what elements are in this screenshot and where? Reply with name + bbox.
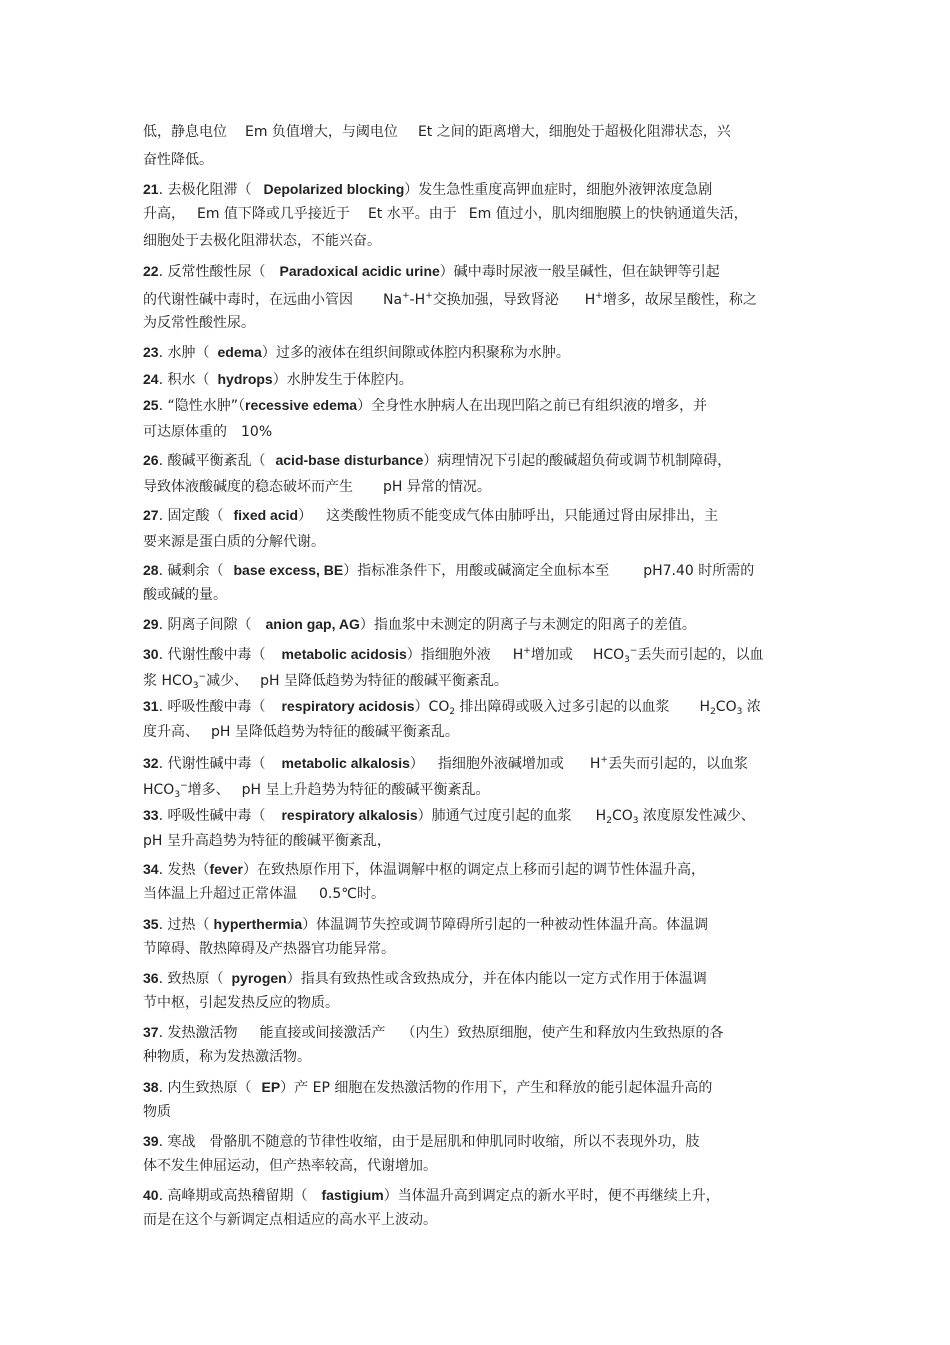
entry-number: 28 (143, 562, 159, 578)
glossary-entry: 29. 阴离子间隙（ anion gap, AG）指血浆中未测定的阴离子与未测定的阳离子的差值。 (143, 616, 696, 633)
definition-text: 排出障碍或吸入过多引起的以血浆 (455, 699, 670, 715)
entry-number: 36 (143, 970, 159, 986)
subscript: 3 (632, 816, 639, 826)
text-line (143, 940, 395, 958)
definition-text: CO (611, 808, 633, 824)
line-text: 10% (241, 424, 273, 440)
superscript: + (595, 291, 603, 301)
text-line (143, 1211, 437, 1229)
superscript: + (523, 646, 531, 656)
text-line (143, 287, 757, 309)
term-cn: 去极化阻滞（ (167, 182, 252, 198)
line-text: 的代谢性碱中毒时，在远曲小管因 (143, 292, 353, 308)
definition-text: ）指标准条件下，用酸或碱滴定全血标本至 (343, 563, 610, 579)
term-en: anion gap, AG (265, 616, 360, 632)
entry-number: 25 (143, 397, 159, 413)
superscript: + (402, 291, 410, 301)
glossary-entry: 22. 反常性酸性尿（ Paradoxical acidic urine）碱中毒时尿液一般呈碱性，但在缺钾等引起 (143, 263, 720, 280)
entry-number: 38 (143, 1079, 159, 1095)
term-cn: 致热原（ (167, 971, 224, 987)
line-text: 升高， (143, 206, 185, 222)
entry-number: 22 (143, 263, 159, 279)
definition-text: 能直接或间接激活产 (259, 1025, 386, 1041)
term-cn: 酸碱平衡紊乱（ (167, 453, 266, 469)
entry-number: 33 (143, 807, 159, 823)
term-cn: “隐性水肿”（ (167, 398, 245, 414)
entry-number: 24 (143, 371, 159, 387)
entry-number: 37 (143, 1024, 159, 1040)
entry-number: 29 (143, 616, 159, 632)
term-en: Paradoxical acidic urine (279, 263, 440, 279)
text-line (143, 314, 255, 332)
entry-number: 35 (143, 916, 159, 932)
text-line (143, 777, 489, 804)
glossary-entry: 25. “隐性水肿”（recessive edema）全身性水肿病人在出现凹陷之前已有组织液的增多，并 (143, 397, 708, 414)
definition-text: ）指细胞外液 (406, 647, 491, 663)
definition-text: 增加或 (530, 647, 573, 663)
line-text: 增多、 (187, 782, 230, 798)
definition-text: H (512, 647, 524, 663)
term-en: fastigium (321, 1187, 384, 1203)
definition-text: HCO (592, 647, 625, 663)
line-text: 奋性降低。 (143, 152, 213, 168)
text-line (143, 123, 731, 141)
subscript: 2 (606, 816, 612, 826)
line-text: Em 负值增大，与阈电位 (245, 124, 398, 140)
term-cn: 代谢性碱中毒（ (167, 756, 266, 772)
line-text: 种物质，称为发热激活物。 (143, 1049, 311, 1065)
text-line (143, 1157, 437, 1175)
definition-text: 丢失而引起的，以血 (637, 647, 764, 663)
term-cn: 积水（ (167, 372, 210, 388)
term-en: fever (209, 861, 243, 877)
definition-text: ） (298, 508, 313, 524)
entry-number: 26 (143, 452, 159, 468)
glossary-entry: 31. 呼吸性酸中毒（ respiratory $acidosis)CO_2$ 排出障碍或吸入过多引起的以血浆 $H_2CO_3$ 浓 (143, 698, 761, 717)
definition-text: pH7.40 时所需的 (643, 563, 755, 579)
term-cn: 发热（ (167, 862, 210, 878)
entry-number: 27 (143, 507, 159, 523)
term-en: hyperthermia (213, 916, 303, 932)
line-text: 度升高、 (143, 724, 199, 740)
line-text: 要来源是蛋白质的分解代谢。 (143, 534, 325, 550)
entry-number: 23 (143, 344, 159, 360)
text-line (143, 205, 748, 223)
term-en: fixed acid (233, 507, 299, 523)
glossary-entry: 40. 高峰期或高热稽留期（ fastigium）当体温升高到调定点的新水平时，便不再继续上升， (143, 1187, 720, 1204)
definition-text: H (699, 699, 711, 715)
term-en: Depolarized blocking (263, 181, 405, 197)
line-text: 细胞处于去极化阻滞状态，不能兴奋。 (143, 233, 381, 249)
line-text: pH 呈降低趋势为特征的酸碱平衡紊乱。 (211, 724, 459, 740)
term-cn: 寒战 (167, 1134, 196, 1150)
line-text: Em 值下降或几乎接近于 (197, 206, 350, 222)
line-text: 酸或碱的量。 (143, 587, 227, 603)
line-text: 可达原体重的 (143, 424, 227, 440)
line-text: pH 呈降低趋势为特征的酸碱平衡紊乱。 (260, 673, 508, 689)
definition-text: ）碱中毒时尿液一般呈碱性，但在缺钾等引起 (439, 264, 720, 280)
term-en: metabolic acidosis (281, 646, 407, 662)
line-text: 交换加强，导致肾泌 (432, 292, 559, 308)
text-line (143, 723, 459, 741)
line-text: 浆 HCO (143, 673, 193, 689)
definition-text: ）过多的液体在组织间隙或体腔内积聚称为水肿。 (261, 345, 570, 361)
term-en: respiratory acidosis (281, 698, 415, 714)
superscript: + (425, 291, 433, 301)
text-line (143, 586, 227, 604)
line-text: 物质 (143, 1104, 171, 1120)
term-cn: 内生致热原（ (167, 1080, 252, 1096)
glossary-entry: 23. 水肿（ edema）过多的液体在组织间隙或体腔内积聚称为水肿。 (143, 344, 570, 361)
glossary-entry: 37. 发热激活物 能直接或间接激活产 （内生）致热原细胞，使产生和释放内生致热原的各 (143, 1024, 724, 1041)
glossary-entry: 34. 发热（fever）在致热原作用下，体温调解中枢的调定点上移而引起的调节性体温升高， (143, 861, 705, 878)
term-en: recessive edema (245, 397, 358, 413)
line-text: pH 呈升高趋势为特征的酸碱平衡紊乱， (143, 833, 391, 849)
term-en: hydrops (217, 371, 273, 387)
definition-text: （内生）致热原细胞，使产生和释放内生致热原的各 (401, 1025, 724, 1041)
definition-text: ）CO (414, 699, 450, 715)
glossary-entry: 32. 代谢性碱中毒（ metabolic alkalosis） 指细胞外液碱增加或 H+丢失而引起的，以血浆 (143, 755, 748, 772)
term-cn: 碱剩余（ (167, 563, 224, 579)
superscript: − (198, 672, 207, 682)
definition-text: ）指血浆中未测定的阴离子与未测定的阳离子的差值。 (359, 617, 696, 633)
line-text: 增多，故尿呈酸性，称之 (602, 292, 757, 308)
definition-text: 指细胞外液碱增加或 (437, 756, 564, 772)
line-text: 而是在这个与新调定点相适应的高水平上波动。 (143, 1212, 437, 1228)
line-text: -H (409, 292, 426, 308)
term-en: EP (261, 1079, 281, 1095)
definition-text: ）指具有致热性或含致热成分，并在体内能以一定方式作用于体温调 (286, 971, 707, 987)
glossary-entry: 36. 致热原（ pyrogen）指具有致热性或含致热成分，并在体内能以一定方式作用于体温调 (143, 970, 707, 987)
definition-text: CO (715, 699, 737, 715)
superscript: − (180, 781, 188, 791)
definition-text: ）体温调节失控或调节障碍所引起的一种被动性体温升高。体温调 (302, 917, 709, 933)
glossary-entry: 38. 内生致热原（ EP）产 EP 细胞在发热激活物的作用下，产生和释放的能引起体温升高的 (143, 1079, 713, 1096)
text-line (143, 1048, 311, 1066)
glossary-entry: 30. 代谢性酸中毒（ metabolic acidosis）指细胞外液 H+增加或 $HCO_3^-$丢失而引起的，以血 (143, 646, 764, 665)
line-text: 为反常性酸性尿。 (143, 315, 255, 331)
term-cn: 固定酸（ (167, 508, 224, 524)
definition-text: 这类酸性物质不能变成气体由肺呼出，只能通过肾由尿排出，主 (326, 508, 719, 524)
superscript: + (600, 755, 608, 765)
term-cn: 阴离子间隙（ (167, 617, 252, 633)
text-line (143, 994, 339, 1012)
entry-number: 32 (143, 755, 159, 771)
line-text: H (584, 292, 596, 308)
text-line (143, 1103, 171, 1121)
line-text: Et 之间的距离增大，细胞处于超极化阻滞状态，兴 (417, 124, 731, 140)
line-text: 0.5℃时。 (319, 886, 385, 902)
term-cn: 水肿（ (167, 345, 210, 361)
subscript: 2 (449, 707, 456, 717)
subscript: 2 (710, 707, 716, 717)
definition-text: ）病理情况下引起的酸碱超负荷或调节机制障碍， (423, 453, 732, 469)
entry-number: 21 (143, 181, 159, 197)
glossary-entry: 26. 酸碱平衡紊乱（ acid-base disturbance）病理情况下引起的酸碱超负荷或调节机制障碍， (143, 452, 732, 469)
definition-text: ）水肿发生于体腔内。 (272, 372, 413, 388)
line-text: 节障碍、散热障碍及产热器官功能异常。 (143, 941, 395, 957)
line-text: 低，静息电位 (143, 124, 227, 140)
entry-number: 34 (143, 861, 159, 877)
term-en: respiratory alkalosis (281, 807, 418, 823)
definition-text: ）肺通气过度引起的血浆 (417, 808, 572, 824)
line-text: Em 值过小，肌肉细胞膜上的快钠通道失活， (468, 206, 748, 222)
subscript: 3 (174, 790, 181, 800)
definition-text: 丢失而引起的，以血浆 (607, 756, 748, 772)
text-line (143, 668, 508, 695)
glossary-entry: 39. 寒战 骨骼肌不随意的节律性收缩，由于是屈肌和伸肌同时收缩，所以不表现外功，肢 (143, 1133, 700, 1150)
line-text: 当体温上升超过正常体温 (143, 886, 297, 902)
text-line (143, 533, 325, 551)
entry-number: 31 (143, 698, 159, 714)
text-line (143, 478, 491, 496)
definition-text: ） (409, 756, 424, 772)
text-line (143, 885, 385, 903)
glossary-entry: 24. 积水（ hydrops）水肿发生于体腔内。 (143, 371, 413, 388)
term-cn: 代谢性酸中毒（ (167, 647, 266, 663)
definition-text: 骨骼肌不随意的节律性收缩，由于是屈肌和伸肌同时收缩，所以不表现外功，肢 (209, 1134, 700, 1150)
term-cn: 发热激活物 (167, 1025, 238, 1041)
line-text: 节中枢，引起发热反应的物质。 (143, 995, 339, 1011)
subscript: 3 (624, 655, 630, 665)
definition-text: ）发生急性重度高钾血症时，细胞外液钾浓度急剧 (404, 182, 713, 198)
definition-text: H (589, 756, 601, 772)
definition-text: ）当体温升高到调定点的新水平时，便不再继续上升， (383, 1188, 720, 1204)
term-cn: 过热（ (167, 917, 210, 933)
definition-text: ）全身性水肿病人在出现凹陷之前已有组织液的增多，并 (357, 398, 708, 414)
term-en: acid-base disturbance (275, 452, 424, 468)
entry-number: 40 (143, 1187, 159, 1203)
definition-text: ）产 EP 细胞在发热激活物的作用下，产生和释放的能引起体温升高的 (280, 1080, 713, 1096)
text-line (143, 832, 391, 850)
term-en: metabolic alkalosis (281, 755, 410, 771)
line-text: pH 异常的情况。 (383, 479, 491, 495)
definition-text: ）在致热原作用下，体温调解中枢的调定点上移而引起的调节性体温升高， (242, 862, 705, 878)
glossary-entry: 33. 呼吸性碱中毒（ respiratory alkalosis）肺通气过度引起的血浆 $H_2CO_3$ 浓度原发性减少、 (143, 807, 755, 826)
line-text: 体不发生伸屈运动，但产热率较高，代谢增加。 (143, 1158, 437, 1174)
line-text: 导致体液酸碱度的稳态破坏而产生 (143, 479, 353, 495)
term-cn: 呼吸性碱中毒（ (167, 808, 266, 824)
superscript: − (629, 646, 638, 656)
term-cn: 呼吸性酸中毒（ (167, 699, 266, 715)
line-text: Et 水平。由于 (367, 206, 457, 222)
subscript: 3 (192, 681, 199, 691)
term-en: edema (217, 344, 262, 360)
definition-text: 浓 (742, 699, 761, 715)
text-line (143, 151, 213, 169)
text-line (143, 423, 272, 441)
line-text: 减少、 (206, 673, 249, 689)
line-text: pH 呈上升趋势为特征的酸碱平衡紊乱。 (241, 782, 490, 798)
line-text: HCO (143, 782, 175, 798)
term-cn: 高峰期或高热稽留期（ (167, 1188, 308, 1204)
term-cn: 反常性酸性尿（ (167, 264, 266, 280)
text-line (143, 232, 381, 250)
glossary-entry: 35. 过热（ hyperthermia）体温调节失控或调节障碍所引起的一种被动性体温升高。体温调 (143, 916, 709, 933)
glossary-entry: 28. 碱剩余（ base excess, BE）指标准条件下，用酸或碱滴定全血标本至 pH7.40 时所需的 (143, 562, 755, 579)
glossary-entry: 27. 固定酸（ fixed acid） 这类酸性物质不能变成气体由肺呼出，只能通过肾由尿排出，主 (143, 507, 719, 524)
glossary-entry: 21. 去极化阻滞（ Depolarized blocking）发生急性重度高钾血症时，细胞外液钾浓度急剧 (143, 181, 713, 198)
entry-number: 30 (143, 646, 159, 662)
line-text: Na (383, 292, 403, 308)
definition-text: 浓度原发性减少、 (638, 808, 755, 824)
term-en: pyrogen (231, 970, 287, 986)
definition-text: H (595, 808, 607, 824)
subscript: 3 (736, 707, 743, 717)
term-en: base excess, BE (233, 562, 344, 578)
entry-number: 39 (143, 1133, 159, 1149)
